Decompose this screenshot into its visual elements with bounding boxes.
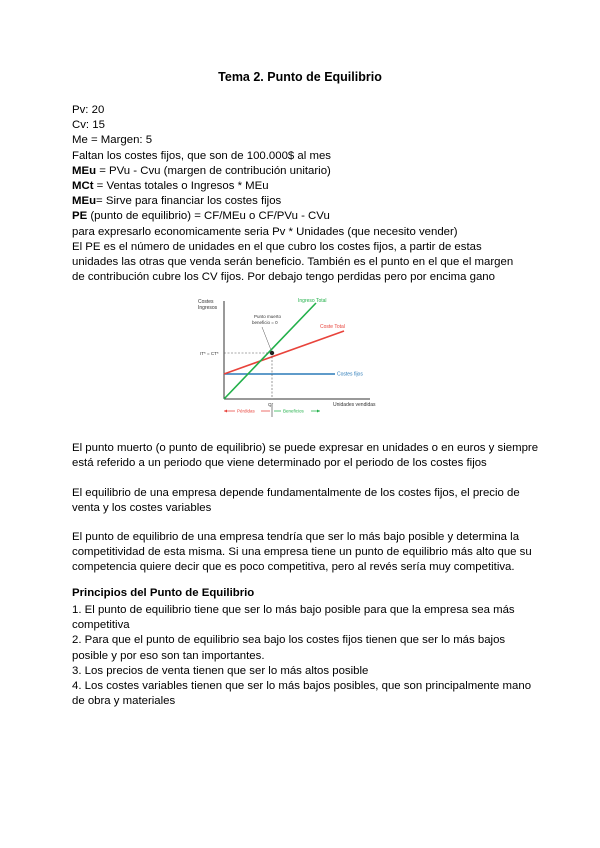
total-cost-label: Coste Total [320, 324, 345, 330]
faltan-line: Faltan los costes fijos, que son de 100.000$ al mes [72, 149, 331, 162]
punto-muerto-arrow [262, 327, 271, 350]
y-axis-label-2: Ingresos [198, 305, 218, 311]
page-title: Tema 2. Punto de Equilibrio [218, 70, 382, 84]
pe-term: PE [72, 210, 88, 223]
principio-item: 2. Para que el punto de equilibrio sea bajo los costes fijos tienen que ser lo más bajos posible y por eso son tan importantes. [72, 634, 506, 662]
fixed-costs-label: Costes fijos [337, 371, 363, 378]
it-ct-label: IT* = CT* [200, 351, 219, 356]
q-star-label: Q* [268, 402, 274, 407]
meu-line [72, 164, 532, 179]
paragraph-equilibrio: El equilibrio de una empresa depende fundamentalmente de los costes fijos, el precio de venta y los costes variables [72, 487, 520, 515]
paragraph-competitividad: El punto de equilibrio de una empresa tendría que ser lo más bajo posible y determina la competitividad de esta misma. Si una empresa tiene un punto de equilibrio más alto que su competencia quiere decir que es poco competitiva, pero al revés sería muy competitiva. [72, 531, 532, 574]
cv-line: Cv: 15 [72, 119, 105, 132]
meu2-term: MEu [72, 195, 97, 208]
principios-heading: Principios del Punto de Equilibrio [72, 587, 255, 599]
meu2-definition: = Sirve para financiar los costes fijos [96, 195, 282, 208]
principio-item: 4. Los costes variables tienen que ser lo más bajos posibles, que son principalmente mano de obra y materiales [72, 680, 532, 708]
break-even-point [270, 351, 274, 355]
principio-item: 1. El punto de equilibrio tiene que ser lo más bajo posible para que la empresa sea más competitiva [72, 604, 515, 632]
paragraph-punto-muerto: El punto muerto (o punto de equilibrio) se puede expresar en unidades o en euros y siempre está referido a un periodo que viene determinado por el periodo de los costes fijos [72, 442, 539, 470]
principios-list [72, 603, 542, 709]
profit-label: Beneficios [283, 408, 304, 414]
punto-muerto-label-2: beneficio = 0 [252, 320, 278, 325]
mct-definition: = Ventas totales o Ingresos * MEu [93, 180, 269, 193]
break-even-chart [190, 293, 390, 418]
expresar-line: para expresarlo economicamente seria Pv * Unidades (que necesito vender) [72, 225, 458, 238]
meu-definition: = PVu - Cvu (margen de contribución unitario) [96, 164, 331, 177]
meu-term: MEu [72, 164, 97, 177]
meu2-line [72, 194, 532, 209]
margen-line: Me = Margen: 5 [72, 134, 153, 147]
loss-arrowhead [224, 410, 227, 413]
mct-line [72, 179, 532, 194]
punto-muerto-label: Punto muerto [254, 314, 282, 319]
y-axis-label: Costes [198, 299, 214, 305]
pv-line: Pv: 20 [72, 104, 105, 116]
mct-term: MCt [72, 180, 94, 193]
profit-arrowhead [317, 410, 320, 413]
pe-definition: (punto de equilibrio) = CF/MEu o CF/PVu - CVu [87, 210, 330, 223]
intro-block [72, 103, 532, 285]
x-axis-label: Unidades vendidas [333, 402, 376, 408]
pe-explanation: El PE es el número de unidades en el que cubro los costes fijos, a partir de estas unidades las otras que venda serán beneficio. También es el punto en el que el margen de contribución cubre los CV fijos. Por debajo tengo perdidas pero por encima gano [72, 240, 514, 284]
principio-item: 3. Los precios de venta tienen que ser lo más altos posible [72, 664, 369, 677]
pe-line [72, 209, 532, 224]
loss-label: Pérdidas [237, 408, 255, 414]
total-revenue-label: Ingreso Total [298, 298, 327, 304]
